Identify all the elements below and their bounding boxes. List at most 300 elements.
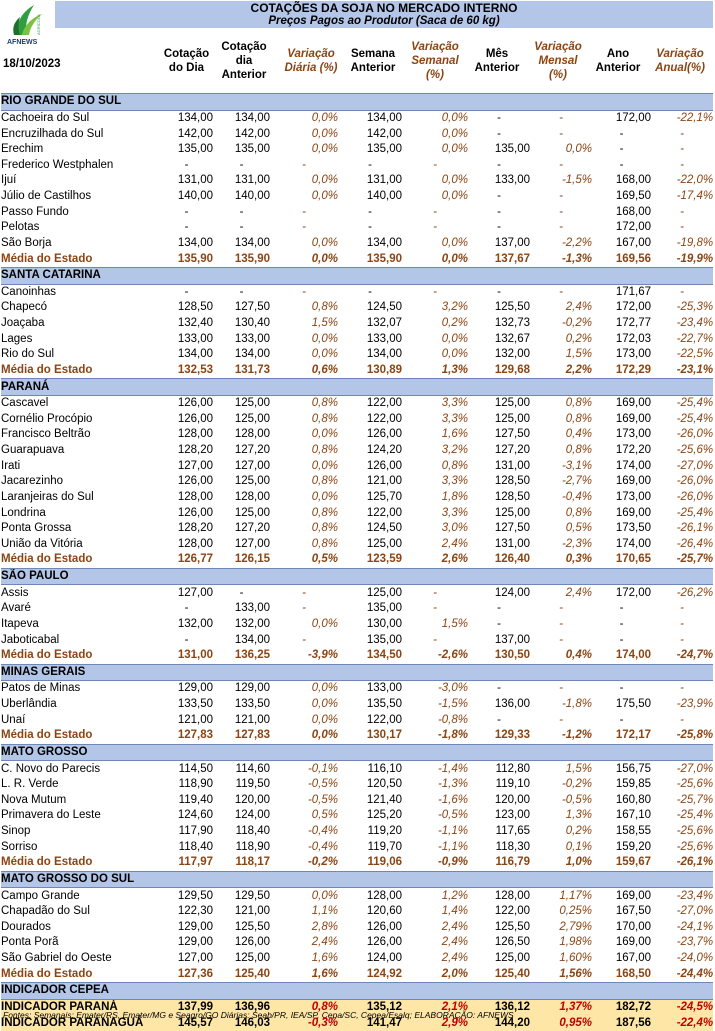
location-name: Jaboticabal <box>1 633 60 646</box>
city-row <box>1 681 713 697</box>
price-cell: 132,67 <box>494 332 530 345</box>
price-cell: 121,00 <box>177 713 213 726</box>
price-cell: 133,00 <box>177 332 213 345</box>
variation-cell: -26,2% <box>676 586 714 599</box>
variation-cell: 0,8% <box>565 444 592 457</box>
price-cell: 123,00 <box>494 809 530 822</box>
state-section-header <box>1 744 713 761</box>
price-cell: 159,85 <box>615 778 651 791</box>
price-cell: - <box>497 682 501 695</box>
price-cell: 126,00 <box>177 475 213 488</box>
price-cell: 118,17 <box>235 856 270 869</box>
variation-cell: -1,5% <box>561 174 592 187</box>
city-row <box>1 158 713 174</box>
variation-cell: -1,3% <box>561 252 592 265</box>
price-cell: 128,00 <box>234 490 270 503</box>
variation-cell: 0,6% <box>311 363 338 376</box>
price-cell: 133,00 <box>234 332 270 345</box>
variation-cell: 1,4% <box>441 905 468 918</box>
price-cell: - <box>239 221 244 234</box>
variation-cell: -1,6% <box>437 793 468 806</box>
price-cell: 129,00 <box>177 682 213 695</box>
column-header-c5 <box>404 40 466 82</box>
variation-cell: 0,0% <box>441 111 468 124</box>
price-cell: 169,56 <box>615 252 651 265</box>
price-cell: 127,00 <box>234 537 270 550</box>
variation-cell: 0,1% <box>565 840 592 853</box>
price-cell: 129,33 <box>494 729 530 742</box>
page-subtitle: Preços Pagos ao Produtor (Saca de 60 kg) <box>268 15 500 27</box>
price-cell: - <box>239 285 244 298</box>
city-row <box>1 443 713 459</box>
variation-cell: -26,0% <box>676 428 714 441</box>
variation-cell: - <box>559 602 563 615</box>
location-name: Erechim <box>1 143 44 156</box>
location-name: Canoinhas <box>1 285 56 298</box>
city-row <box>1 761 713 777</box>
variation-cell: 2,4% <box>441 920 468 933</box>
price-cell: 127,20 <box>494 444 530 457</box>
price-cell: 140,00 <box>177 190 213 203</box>
variation-cell: 0,0% <box>441 348 468 361</box>
location-name: Frederico Westphalen <box>1 158 114 171</box>
variation-cell: - <box>680 713 684 726</box>
city-row <box>1 220 713 236</box>
variation-cell: 0,4% <box>565 428 592 441</box>
variation-cell: -25,6% <box>676 444 714 457</box>
price-cell: 133,00 <box>494 174 530 187</box>
variation-cell: 0,8% <box>270 999 338 1015</box>
price-cell: 131,00 <box>177 174 213 187</box>
price-cell: 119,70 <box>367 840 402 853</box>
location-name: Joaçaba <box>1 317 45 330</box>
variation-cell: 0,8% <box>311 475 338 488</box>
price-cell: - <box>497 285 501 298</box>
column-header-line: do Dia <box>168 62 205 74</box>
section-title: MINAS GERAIS <box>1 664 713 681</box>
city-row <box>1 427 713 443</box>
section-title: RIO GRANDE DO SUL <box>1 94 713 111</box>
price-cell: 128,00 <box>234 428 270 441</box>
state-average-row <box>1 552 713 568</box>
column-header-c7 <box>526 40 590 82</box>
price-cell: 126,00 <box>366 920 402 933</box>
variation-cell: 0,0% <box>311 729 338 742</box>
price-cell: 126,77 <box>177 553 213 566</box>
variation-cell: -0,2% <box>561 778 592 791</box>
variation-cell: 0,25% <box>559 905 592 918</box>
location-name: Guarapuava <box>1 444 65 457</box>
variation-cell: -1,2% <box>561 729 592 742</box>
price-cell: 122,00 <box>494 905 530 918</box>
price-cell: 172,00 <box>615 301 651 314</box>
price-cell: 144,20 <box>468 1015 530 1031</box>
variation-cell: 0,8% <box>311 537 338 550</box>
column-header-line: Anual(%) <box>655 62 705 74</box>
section-title: PARANÁ <box>1 379 713 396</box>
city-row <box>1 601 713 617</box>
price-cell: 128,20 <box>177 444 213 457</box>
price-cell: 136,96 <box>213 999 270 1015</box>
price-cell: 160,80 <box>615 793 651 806</box>
variation-cell: -26,1% <box>676 856 714 869</box>
price-cell: 127,83 <box>177 729 213 742</box>
price-cell: - <box>497 158 501 171</box>
variation-cell: 1,3% <box>565 809 592 822</box>
price-cell: 182,72 <box>592 999 651 1015</box>
variation-cell: -24,1% <box>676 920 714 933</box>
variation-cell: 0,2% <box>565 825 592 838</box>
price-cell: 118,40 <box>178 840 213 853</box>
variation-cell: 0,0% <box>441 332 468 345</box>
variation-cell: -27,0% <box>676 762 714 775</box>
price-cell: 119,20 <box>367 825 402 838</box>
state-section-header <box>1 568 713 585</box>
variation-cell: -25,3% <box>676 301 714 314</box>
location-name: Cachoeira do Sul <box>1 111 90 124</box>
price-cell: 119,50 <box>235 778 270 791</box>
variation-cell: -22,5% <box>676 348 714 361</box>
variation-cell: -1,4% <box>437 762 468 775</box>
price-cell: 116,10 <box>367 762 402 775</box>
variation-cell: -0,4% <box>307 825 338 838</box>
variation-cell: 0,2% <box>441 317 468 330</box>
variation-cell: 3,2% <box>441 301 468 314</box>
variation-cell: -26,0% <box>676 490 714 503</box>
price-cell: 125,00 <box>494 506 530 519</box>
price-cell: 134,00 <box>366 111 402 124</box>
price-cell: 169,50 <box>615 190 651 203</box>
price-cell: 174,00 <box>615 649 651 662</box>
price-cell: 127,20 <box>234 444 270 457</box>
price-cell: 146,03 <box>213 1015 270 1031</box>
variation-cell: 3,3% <box>441 412 468 425</box>
variation-cell: - <box>559 682 563 695</box>
price-cell: - <box>497 190 501 203</box>
variation-cell: -22,7% <box>676 332 714 345</box>
price-cell: 131,00 <box>177 649 213 662</box>
city-row <box>1 490 713 506</box>
city-row <box>1 824 713 840</box>
price-cell: 140,00 <box>366 190 402 203</box>
variation-cell: -19,8% <box>676 236 714 249</box>
price-cell: 132,00 <box>234 617 270 630</box>
price-cell: 125,00 <box>234 397 270 410</box>
location-name: Itapeva <box>1 617 39 630</box>
variation-cell: -0,2% <box>561 317 592 330</box>
price-cell: 172,20 <box>615 444 651 457</box>
price-cell: 125,00 <box>366 586 402 599</box>
price-cell: 133,50 <box>234 698 270 711</box>
price-cell: 117,97 <box>178 856 213 869</box>
location-name: Francisco Beltrão <box>1 428 91 441</box>
price-cell: 167,00 <box>615 236 651 249</box>
location-name: INDICADOR PARANAGUÁ <box>1 1015 160 1031</box>
variation-cell: 0,0% <box>565 143 592 156</box>
price-cell: 129,00 <box>177 920 213 933</box>
location-name: Irati <box>1 459 21 472</box>
price-cell: 124,20 <box>366 444 402 457</box>
location-name: Primavera do Leste <box>1 809 101 822</box>
price-cell: 133,00 <box>234 602 270 615</box>
variation-cell: 1,5% <box>441 617 468 630</box>
variation-cell: -0,2% <box>307 856 338 869</box>
price-cell: 129,50 <box>177 889 213 902</box>
price-cell: 134,00 <box>234 633 270 646</box>
price-cell: 126,00 <box>234 936 270 949</box>
price-cell: 158,55 <box>615 825 651 838</box>
variation-cell: - <box>559 158 563 171</box>
variation-cell: -17,4% <box>676 190 714 203</box>
state-average-row <box>1 966 713 982</box>
variation-cell: - <box>680 633 684 646</box>
price-cell: 128,00 <box>366 889 402 902</box>
variation-cell: 2,0% <box>441 967 468 980</box>
price-cell: - <box>184 158 189 171</box>
price-cell: 134,00 <box>366 236 402 249</box>
column-header-line: Semanal <box>411 55 459 67</box>
price-cell: 133,00 <box>366 682 402 695</box>
location-name: Unaí <box>1 713 26 726</box>
price-cell: 126,15 <box>234 553 270 566</box>
price-cell: 131,00 <box>494 537 530 550</box>
price-cell: 132,00 <box>177 617 213 630</box>
variation-cell: -2,6% <box>437 649 468 662</box>
price-cell: 118,40 <box>235 825 270 838</box>
price-cell: 125,00 <box>234 475 270 488</box>
city-row <box>1 505 713 521</box>
price-cell: - <box>619 713 624 726</box>
state-average-row <box>1 648 713 664</box>
price-cell: 128,00 <box>177 490 213 503</box>
column-header-line: Mensal <box>538 55 578 67</box>
column-header-line: dia <box>235 55 253 67</box>
price-cell: 130,17 <box>366 729 402 742</box>
variation-cell: 1,5% <box>311 317 338 330</box>
variation-cell: - <box>680 158 684 171</box>
price-cell: - <box>368 285 372 298</box>
city-row <box>1 888 713 904</box>
price-cell: 173,00 <box>615 428 651 441</box>
price-cell: 142,00 <box>234 127 270 140</box>
column-header-c6 <box>466 47 528 75</box>
variation-cell: 1,17% <box>559 889 592 902</box>
price-cell: 135,90 <box>366 252 402 265</box>
location-name: Ponta Porã <box>1 936 59 949</box>
variation-cell: 1,5% <box>565 348 592 361</box>
price-cell: 127,50 <box>494 428 530 441</box>
variation-cell: -0,1% <box>307 762 338 775</box>
variation-cell: -1,8% <box>561 698 592 711</box>
price-cell: 116,79 <box>495 856 530 869</box>
location-name: São Gabriel do Oeste <box>1 952 112 965</box>
city-row <box>1 777 713 793</box>
state-average-row <box>1 855 713 871</box>
price-cell: 127,83 <box>234 729 270 742</box>
price-cell: 135,00 <box>366 633 402 646</box>
location-name: Média do Estado <box>1 729 93 742</box>
price-cell: 129,00 <box>177 936 213 949</box>
location-name: Lages <box>1 332 33 345</box>
variation-cell: 2,8% <box>311 920 338 933</box>
price-cell: 134,00 <box>234 236 270 249</box>
location-name: Sorriso <box>1 840 38 853</box>
column-header-line: Cotação <box>163 48 210 60</box>
variation-cell: 0,0% <box>441 252 468 265</box>
price-cell: 120,00 <box>234 793 270 806</box>
price-cell: 136,25 <box>234 649 270 662</box>
variation-cell: 0,0% <box>311 252 338 265</box>
variation-cell: -24,4% <box>676 967 714 980</box>
variation-cell: 2,2% <box>565 363 592 376</box>
variation-cell: 0,0% <box>311 236 338 249</box>
location-name: Nova Mutum <box>1 793 67 806</box>
price-cell: 135,00 <box>234 143 270 156</box>
location-name: L. R. Verde <box>1 778 59 791</box>
price-cell: 159,20 <box>615 840 651 853</box>
variation-cell: 0,8% <box>565 412 592 425</box>
variation-cell: 1,0% <box>565 856 592 869</box>
location-name: Patos de Minas <box>1 682 81 695</box>
price-cell: 129,68 <box>494 363 530 376</box>
variation-cell: 0,0% <box>311 490 338 503</box>
variation-cell: -23,7% <box>676 936 714 949</box>
column-header-line: Cotação <box>221 41 267 53</box>
price-cell: 167,50 <box>615 905 651 918</box>
column-header-line: Variação <box>656 48 704 60</box>
price-cell: 127,00 <box>177 952 213 965</box>
variation-cell: 1,6% <box>441 428 468 441</box>
variation-cell: - <box>680 221 684 234</box>
state-average-row <box>1 363 713 379</box>
variation-cell: - <box>680 127 684 140</box>
price-cell: 159,67 <box>615 856 651 869</box>
location-name: Uberlândia <box>1 698 57 711</box>
variation-cell: - <box>559 190 563 203</box>
location-name: Assis <box>1 586 29 599</box>
price-cell: - <box>619 602 624 615</box>
variation-cell: 0,0% <box>311 174 338 187</box>
price-cell: 125,40 <box>234 967 270 980</box>
price-cell: 134,00 <box>177 348 213 361</box>
price-cell: 125,20 <box>366 809 402 822</box>
price-cell: 134,00 <box>234 348 270 361</box>
city-row <box>1 142 713 158</box>
location-name: Chapadão do Sul <box>1 905 90 918</box>
price-cell: - <box>239 158 244 171</box>
variation-cell: 0,0% <box>311 332 338 345</box>
variation-cell: 0,8% <box>311 522 338 535</box>
city-row <box>1 204 713 220</box>
price-cell: 133,00 <box>366 332 402 345</box>
price-cell: 126,00 <box>366 936 402 949</box>
variation-cell: 1,37% <box>530 999 592 1015</box>
price-cell: 127,00 <box>177 586 213 599</box>
city-row <box>1 189 713 205</box>
variation-cell: 0,0% <box>311 698 338 711</box>
price-cell: 118,30 <box>495 840 530 853</box>
price-cell: 126,50 <box>494 936 530 949</box>
price-cell: 121,00 <box>234 713 270 726</box>
city-row <box>1 808 713 824</box>
price-cell: 173,00 <box>615 348 651 361</box>
price-cell: 135,00 <box>177 143 213 156</box>
price-cell: 172,00 <box>615 111 651 124</box>
price-cell: 120,60 <box>366 905 402 918</box>
price-cell: 135,00 <box>494 143 530 156</box>
variation-cell: - <box>680 617 684 630</box>
city-row <box>1 712 713 728</box>
price-cell: 121,40 <box>366 793 402 806</box>
variation-cell: -19,9% <box>676 252 714 265</box>
variation-cell: -25,4% <box>676 809 714 822</box>
price-cell: 125,50 <box>494 920 530 933</box>
price-cell: 129,00 <box>234 682 270 695</box>
variation-cell: -25,4% <box>676 397 714 410</box>
state-average-row <box>1 251 713 267</box>
price-cell: 136,12 <box>468 999 530 1015</box>
price-cell: 127,00 <box>177 459 213 472</box>
location-name: INDICADOR PARANÁ <box>1 999 160 1015</box>
section-title: SANTA CATARINA <box>1 267 713 284</box>
state-section-header <box>1 94 713 111</box>
variation-cell: - <box>433 602 437 615</box>
location-name: Passo Fundo <box>1 205 69 218</box>
price-cell: 125,00 <box>494 397 530 410</box>
variation-cell: -0,5% <box>307 793 338 806</box>
city-row <box>1 347 713 363</box>
variation-cell: 2,4% <box>441 537 468 550</box>
variation-cell: - <box>559 111 563 124</box>
price-cell: 127,36 <box>177 967 213 980</box>
price-cell: 156,75 <box>615 762 651 775</box>
price-cell: 137,00 <box>494 236 530 249</box>
city-row <box>1 331 713 347</box>
variation-cell: -24,5% <box>651 999 713 1015</box>
price-cell: 134,00 <box>177 111 213 124</box>
price-cell: 172,29 <box>615 363 651 376</box>
price-cell: 134,00 <box>366 348 402 361</box>
variation-cell: - <box>302 285 306 298</box>
column-header-line: Semana <box>350 48 396 60</box>
variation-cell: 0,0% <box>441 190 468 203</box>
sources-footer: Fontes: Semanais: Emater/RS, Emater/MG e Seagro/GO Diárias: Seab/PR, IEA/SP, Cepa/SC, Cepea/Esalq; ELABORAÇÃO: AFNEWS <box>3 1010 514 1020</box>
variation-cell: -0,9% <box>437 856 468 869</box>
price-cell: 135,00 <box>366 143 402 156</box>
variation-cell: - <box>559 221 563 234</box>
location-name: Dourados <box>1 920 51 933</box>
price-cell: 118,90 <box>178 778 213 791</box>
city-row <box>1 935 713 951</box>
price-cell: 125,00 <box>366 537 402 550</box>
variation-cell: - <box>433 205 437 218</box>
variation-cell: 1,98% <box>559 936 592 949</box>
variation-cell: -23,1% <box>676 363 714 376</box>
variation-cell: - <box>302 586 306 599</box>
price-cell: 127,00 <box>234 459 270 472</box>
city-row <box>1 793 713 809</box>
price-cell: 175,50 <box>615 698 651 711</box>
variation-cell: -25,4% <box>676 412 714 425</box>
variation-cell: 1,8% <box>441 490 468 503</box>
price-cell: - <box>368 221 372 234</box>
price-cell: 135,50 <box>366 698 402 711</box>
section-title: INDICADOR CEPEA <box>1 983 713 1000</box>
variation-cell: 3,2% <box>441 444 468 457</box>
price-cell: 170,00 <box>615 920 651 933</box>
variation-cell: 0,8% <box>311 412 338 425</box>
location-name: Média do Estado <box>1 363 93 376</box>
